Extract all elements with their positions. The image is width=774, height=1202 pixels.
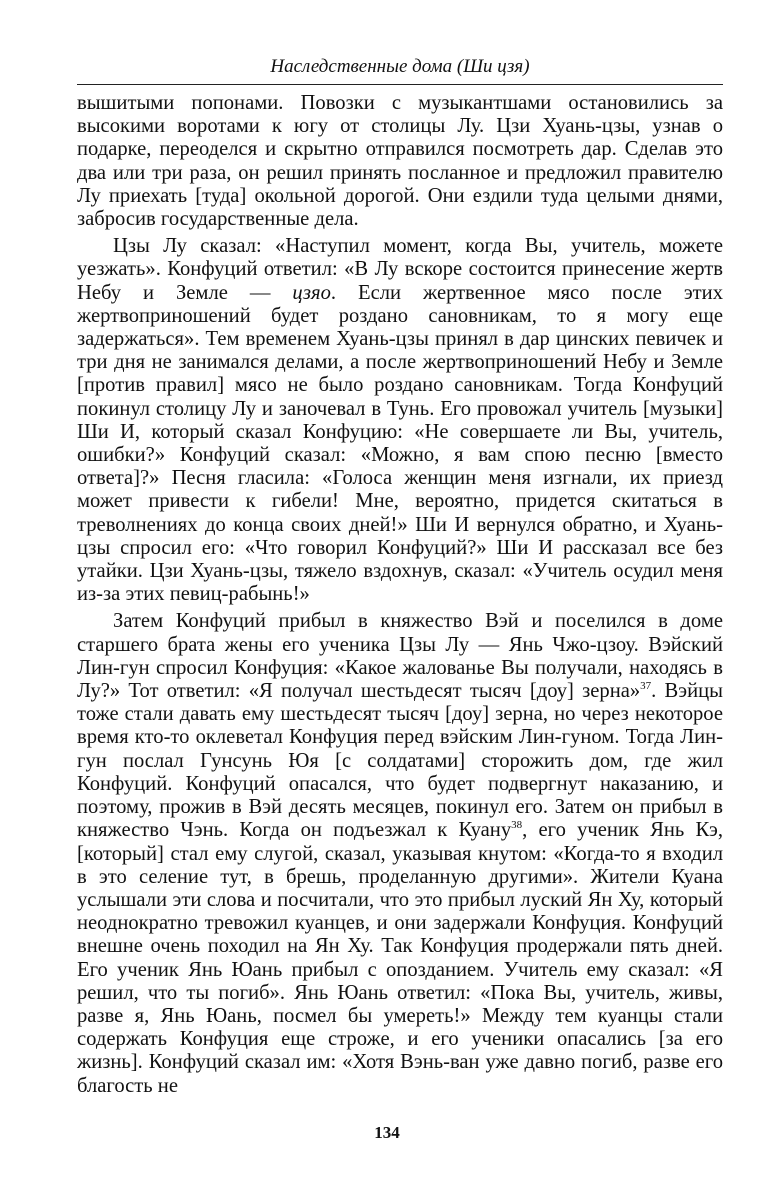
paragraph-3: [77, 610, 723, 1097]
paragraph-3-part-3: , его ученик Янь Кэ, [который] стал ему слугой, сказал, указывая кнутом: «Когда-то я входил в это селение тут, в брешь, проделанную другими». Жители Куана услышали эти слова и посчитали, что это прибыл луский Ян Ху, который неоднократно тревожил куанцев, и они задержали Конфуция. Конфуций внешне очень походил на Ян Ху. Так Конфуция продержали пять дней. Его ученик Янь Юань прибыл с опозданием. Учитель ему сказал: «Я решил, что ты погиб». Янь Юань ответил: «Пока Вы, учитель, живы, разве я, Янь Юань, посмел бы умереть!» Между тем куанцы стали содержать Конфуция еще строже, и его ученики опасались [за его жизнь]. Конфуций сказал им: «Хотя Вэнь-ван уже давно погиб, разве его благость не: [77, 819, 723, 1097]
footnote-ref-38[interactable]: 38: [511, 819, 523, 832]
italic-term: цзяо: [292, 281, 331, 304]
footnote-ref-37[interactable]: 37: [640, 680, 652, 693]
paragraph-1: вышитыми попонами. Повозки с музыкантшами остановились за высокими воротами к югу от столицы Лу. Цзи Хуань-цзы, узнав о подарке, переоделся и скрытно отправился посмотреть дар. Сделав это два или три раза, он решил принять посланное и предложил правителю Лу приехать [туда] окольной дорогой. Они ездили туда целыми днями, забросив государственные дела.: [77, 92, 723, 231]
paragraph-3-part-1: Затем Конфуций прибыл в княжество Вэй и поселился в доме старшего брата жены его ученика Цзы Лу — Янь Чжо-цзоу. Вэйский Лин-гун спросил Конфуция: «Какое жалованье Вы получали, находясь в Лу?» Тот ответил: «Я получал шестьдесят тысяч [доу] зерна»: [77, 610, 723, 703]
running-title: Наследственные дома (Ши цзя): [270, 56, 530, 77]
paragraph-2: [77, 235, 723, 606]
paragraph-3-part-2: . Вэйцы тоже стали давать ему шестьдесят тысяч [доу] зерна, но через некоторое время кто-то оклеветал Конфуция перед вэйским Лин-гуном. Тогда Лин-гун послал Гунсунь Юя [с солдатами] сторожить дом, где жил Конфуций. Конфуций опасался, что будет подвергнут наказанию, и поэтому, прожив в Вэй десять месяцев, покинул его. Затем он прибыл в княжество Чэнь. Когда он подъезжал к Куану: [77, 680, 723, 842]
body-text: [77, 92, 723, 1102]
header-rule: [77, 84, 723, 85]
paragraph-2-text: Цзы Лу сказал: «Наступил момент, когда Вы, учитель, можете уезжать». Конфуций ответил: «В Лу вскоре состоится принесение жертв Небу и Земле — цзяо. Если жертвенное мясо после этих жертвоприношений будет роздано сановникам, то я могу еще задержаться». Тем временем Хуань-цзы принял в дар цинских певичек и три дня не занимался делами, а после жертвоприношений Небу и Земле [против правил] мясо не было роздано сановникам. Тогда Конфуций покинул столицу Лу и заночевал в Тунь. Его провожал учитель [музыки] Ши И, который сказал Конфуцию: «Не совершаете ли Вы, учитель, ошибки?» Конфуций сказал: «Можно, я вам спою песню [вместо ответа]?» Песня гласила: «Голоса женщин меня изгнали, их приезд может привести к гибели! Мне, вероятно, придется скитаться в треволнениях до конца своих дней!» Ши И вернулся обратно, и Хуань-цзы спросил его: «Что говорил Конфуций?» Ши И рассказал все без утайки. Цзи Хуань-цзы, тяжело вздохнув, сказал: «Учитель осудил меня из-за этих певиц-рабынь!»: [77, 235, 723, 606]
page-number: 134: [374, 1123, 400, 1142]
